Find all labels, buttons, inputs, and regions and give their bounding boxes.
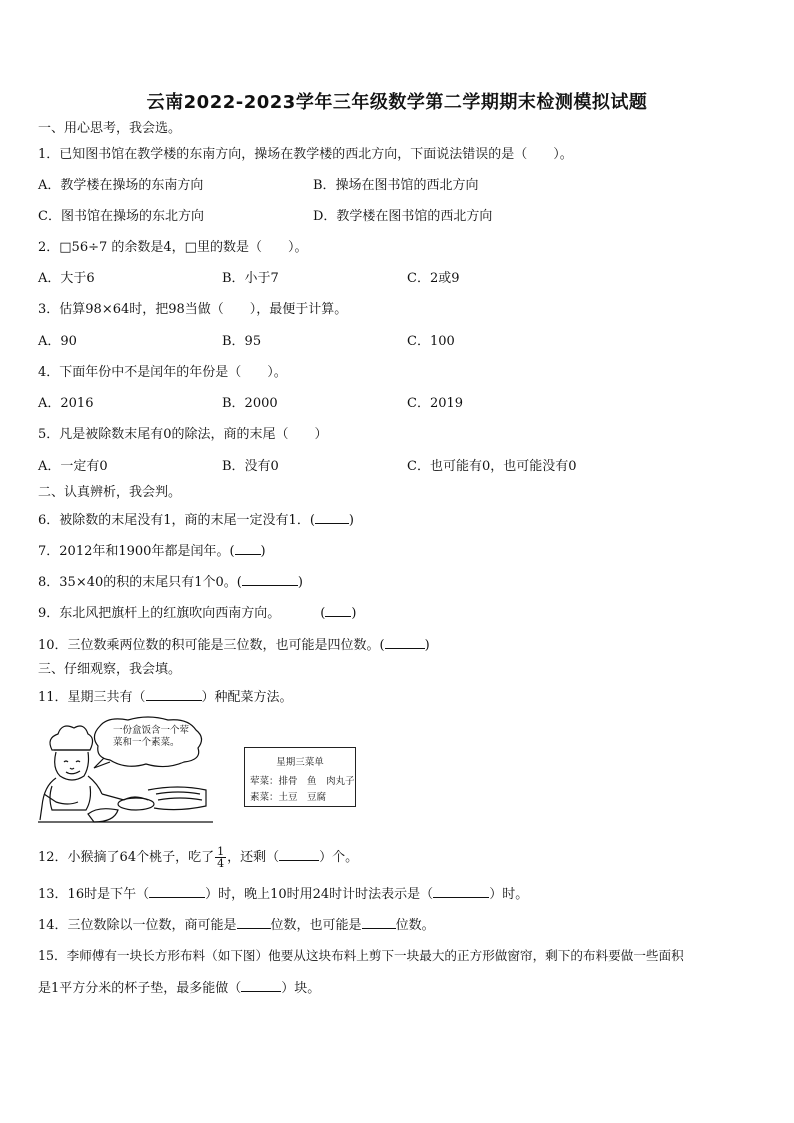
question-8 (38, 573, 303, 591)
question-6-text: 6．被除数的末尾没有1，商的末尾一定没有1．( (38, 513, 315, 528)
q1-option-c: C．图书馆在操场的东北方向 (38, 209, 204, 224)
q1-option-d: D．教学楼在图书馆的西北方向 (313, 209, 493, 224)
question-7 (38, 542, 266, 560)
close-paren: ) (424, 638, 430, 653)
question-13 (38, 885, 528, 903)
question-14-text-b: 位数，也可能是 (270, 918, 362, 933)
close-paren: ) (260, 544, 266, 559)
q1-option-b: B．操场在图书馆的西北方向 (313, 178, 479, 193)
question-6 (38, 511, 354, 529)
menu-title: 星期三菜单 (276, 757, 324, 768)
question-12-text-a: 12．小猴摘了64个桃子，吃了 (38, 850, 215, 865)
answer-blank-11[interactable] (146, 688, 202, 701)
question-7-text: 7．2012年和1900年都是闰年。( (38, 544, 235, 559)
question-4: 4．下面年份中不是闰年的年份是（ ）。 (38, 365, 287, 380)
answer-blank-15[interactable] (241, 979, 281, 992)
bubble-line-2: 菜和一个素菜。 (113, 737, 180, 748)
question-13-text-b: ）时，晚上10时用24时计时法表示是（ (205, 887, 434, 902)
close-paren: ) (351, 606, 357, 621)
question-12-text-c: ）个。 (319, 850, 359, 865)
answer-blank-12[interactable] (279, 848, 319, 861)
question-11-text-b: ）种配菜方法。 (201, 690, 293, 705)
q5-option-a: A．一定有0 (38, 459, 108, 474)
question-3: 3．估算98×64时，把98当做（ ），最便于计算。 (38, 302, 348, 317)
q5-option-b: B．没有0 (222, 459, 279, 474)
question-14-text-a: 14．三位数除以一位数，商可能是 (38, 918, 237, 933)
q1-option-a: A．教学楼在操场的东南方向 (38, 178, 204, 193)
section-3-heading: 三、仔细观察，我会填。 (38, 662, 182, 677)
question-12 (38, 846, 358, 869)
answer-blank-6[interactable] (315, 511, 349, 524)
menu-veg-dishes: 素菜：土豆 豆腐 (250, 792, 327, 803)
q4-option-a: A．2016 (38, 396, 94, 411)
answer-blank-13b[interactable] (433, 885, 489, 898)
section-1-heading: 一、用心思考，我会选。 (38, 121, 182, 136)
q5-option-c: C．也可能有0，也可能没有0 (407, 459, 577, 474)
question-15-text-a: 是1平方分米的杯子垫，最多能做（ (38, 981, 242, 996)
q2-option-b: B．小于7 (222, 271, 279, 286)
answer-blank-13a[interactable] (149, 885, 205, 898)
question-1: 1．已知图书馆在教学楼的东南方向，操场在教学楼的西北方向，下面说法错误的是（ ）。 (38, 147, 573, 162)
question-10-text: 10．三位数乘两位数的积可能是三位数，也可能是四位数。( (38, 638, 385, 653)
question-9 (38, 604, 356, 622)
question-15-text-b: ）块。 (281, 981, 321, 996)
q4-option-c: C．2019 (407, 396, 464, 411)
answer-blank-10[interactable] (385, 636, 425, 649)
answer-blank-7[interactable] (235, 542, 261, 555)
question-11-text-a: 11．星期三共有（ (38, 690, 146, 705)
question-2: 2．□56÷7 的余数是4，□里的数是（ ）。 (38, 240, 308, 255)
question-11 (38, 688, 293, 706)
answer-blank-14a[interactable] (237, 916, 271, 929)
question-13-text-a: 13．16时是下午（ (38, 887, 150, 902)
question-14 (38, 916, 435, 934)
answer-blank-9[interactable] (325, 604, 351, 617)
question-15-line-2 (38, 979, 320, 997)
page-title: 云南2022-2023学年三年级数学第二学期期末检测模拟试题 (146, 92, 648, 113)
question-10 (38, 636, 430, 654)
q4-option-b: B．2000 (222, 396, 278, 411)
fraction-numerator: 1 (217, 845, 225, 858)
q3-option-c: C．100 (407, 334, 455, 349)
q3-option-a: A．90 (38, 334, 77, 349)
question-9-text: 9．东北风把旗杆上的红旗吹向西南方向。 (38, 606, 281, 621)
question-8-text: 8．35×40的积的末尾只有1个0。( (38, 575, 242, 590)
menu-meat-dishes: 荤菜：排骨 鱼 肉丸子 (250, 776, 355, 787)
q3-option-b: B．95 (222, 334, 262, 349)
question-13-text-c: ）时。 (489, 887, 529, 902)
q2-option-c: C．2或9 (407, 271, 460, 286)
question-14-text-c: 位数。 (395, 918, 435, 933)
open-paren: ( (320, 606, 326, 621)
close-paren: ) (297, 575, 303, 590)
speech-bubble-text (113, 725, 189, 749)
close-paren: ) (348, 513, 354, 528)
q2-option-a: A．大于6 (38, 271, 95, 286)
fraction-denominator: 4 (217, 857, 225, 870)
fraction-one-quarter (215, 846, 226, 869)
section-2-heading: 二、认真辨析，我会判。 (38, 485, 182, 500)
wednesday-menu-box (244, 747, 356, 807)
bubble-line-1: 一份盒饭含一个荤 (113, 725, 190, 736)
question-5: 5．凡是被除数末尾有0的除法，商的末尾（ ） (38, 427, 328, 442)
answer-blank-14b[interactable] (362, 916, 396, 929)
answer-blank-8[interactable] (242, 573, 298, 586)
question-12-text-b: ，还剩（ (227, 850, 280, 865)
question-15-line-1: 15．李师傅有一块长方形布料（如下图）他要从这块布料上剪下一块最大的正方形做窗帘，剩下的布料要做一些面积 (38, 948, 684, 963)
